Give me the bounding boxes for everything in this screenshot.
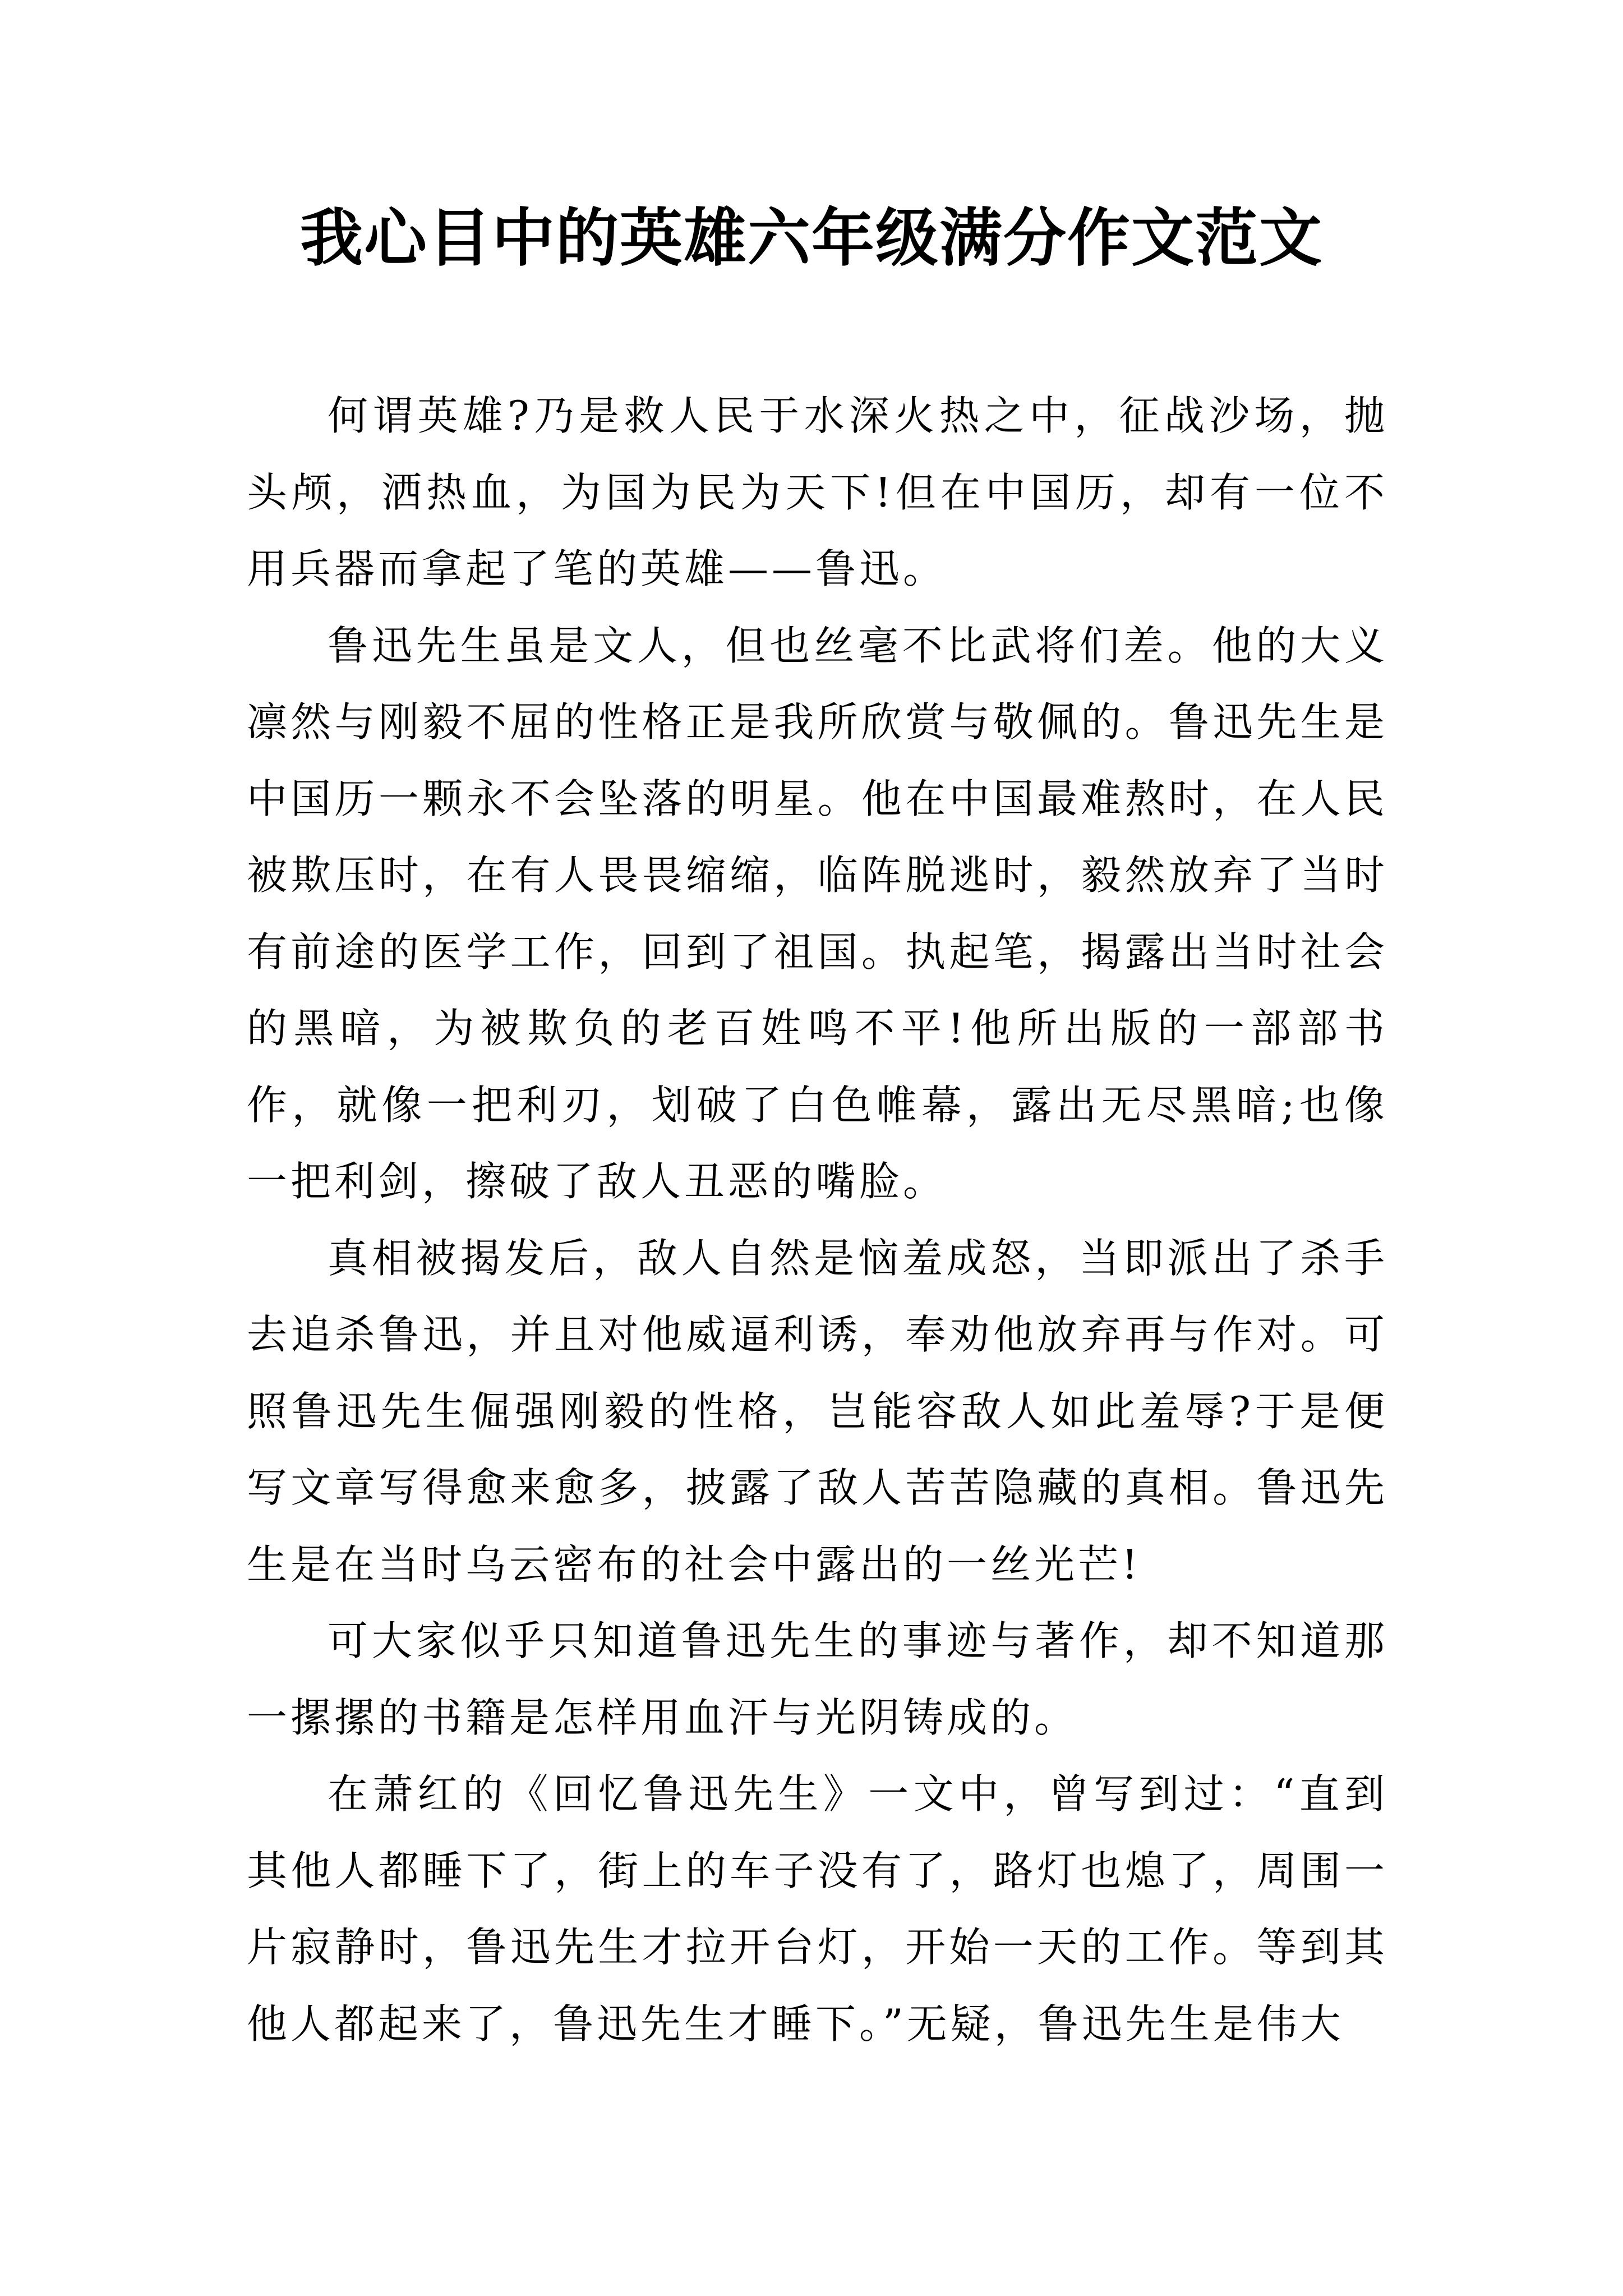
document-title: 我心目中的英雄六年级满分作文范文	[300, 201, 1323, 275]
paragraph: 在萧红的《回忆鲁迅先生》一文中，曾写到过：“直到其他人都睡下了，街上的车子没有了，路灯也熄了，周围一片寂静时，鲁迅先生才拉开台灯，开始一天的工作。等到其他人都起来了，鲁迅先生才睡下。”无疑，鲁迅先生是伟大	[247, 1770, 1388, 2047]
paragraph: 何谓英雄?乃是救人民于水深火热之中，征战沙场，抛头颅，洒热血，为国为民为天下!但在中国历，却有一位不用兵器而拿起了笔的英雄——鲁迅。	[247, 392, 1388, 592]
paragraph: 鲁迅先生虽是文人，但也丝毫不比武将们差。他的大义凛然与刚毅不屈的性格正是我所欣赏与敬佩的。鲁迅先生是中国历一颗永不会坠落的明星。他在中国最难熬时，在人民被欺压时，在有人畏畏缩缩，临阵脱逃时，毅然放弃了当时有前途的医学工作，回到了祖国。执起笔，揭露出当时社会的黑暗，为被欺负的老百姓鸣不平!他所出版的一部部书作，就像一把利刃，划破了白色帷幕，露出无尽黑暗;也像一把利剑，擦破了敌人丑恶的嘴脸。	[247, 622, 1388, 1205]
document-body	[247, 378, 1388, 2062]
paragraph: 真相被揭发后，敌人自然是恼羞成怒，当即派出了杀手去追杀鲁迅，并且对他威逼利诱，奉劝他放弃再与作对。可照鲁迅先生倔强刚毅的性格，岂能容敌人如此羞辱?于是便写文章写得愈来愈多，披露了敌人苦苦隐藏的真相。鲁迅先生是在当时乌云密布的社会中露出的一丝光芒!	[247, 1234, 1388, 1588]
paragraph: 可大家似乎只知道鲁迅先生的事迹与著作，却不知道那一摞摞的书籍是怎样用血汗与光阴铸成的。	[247, 1617, 1388, 1741]
